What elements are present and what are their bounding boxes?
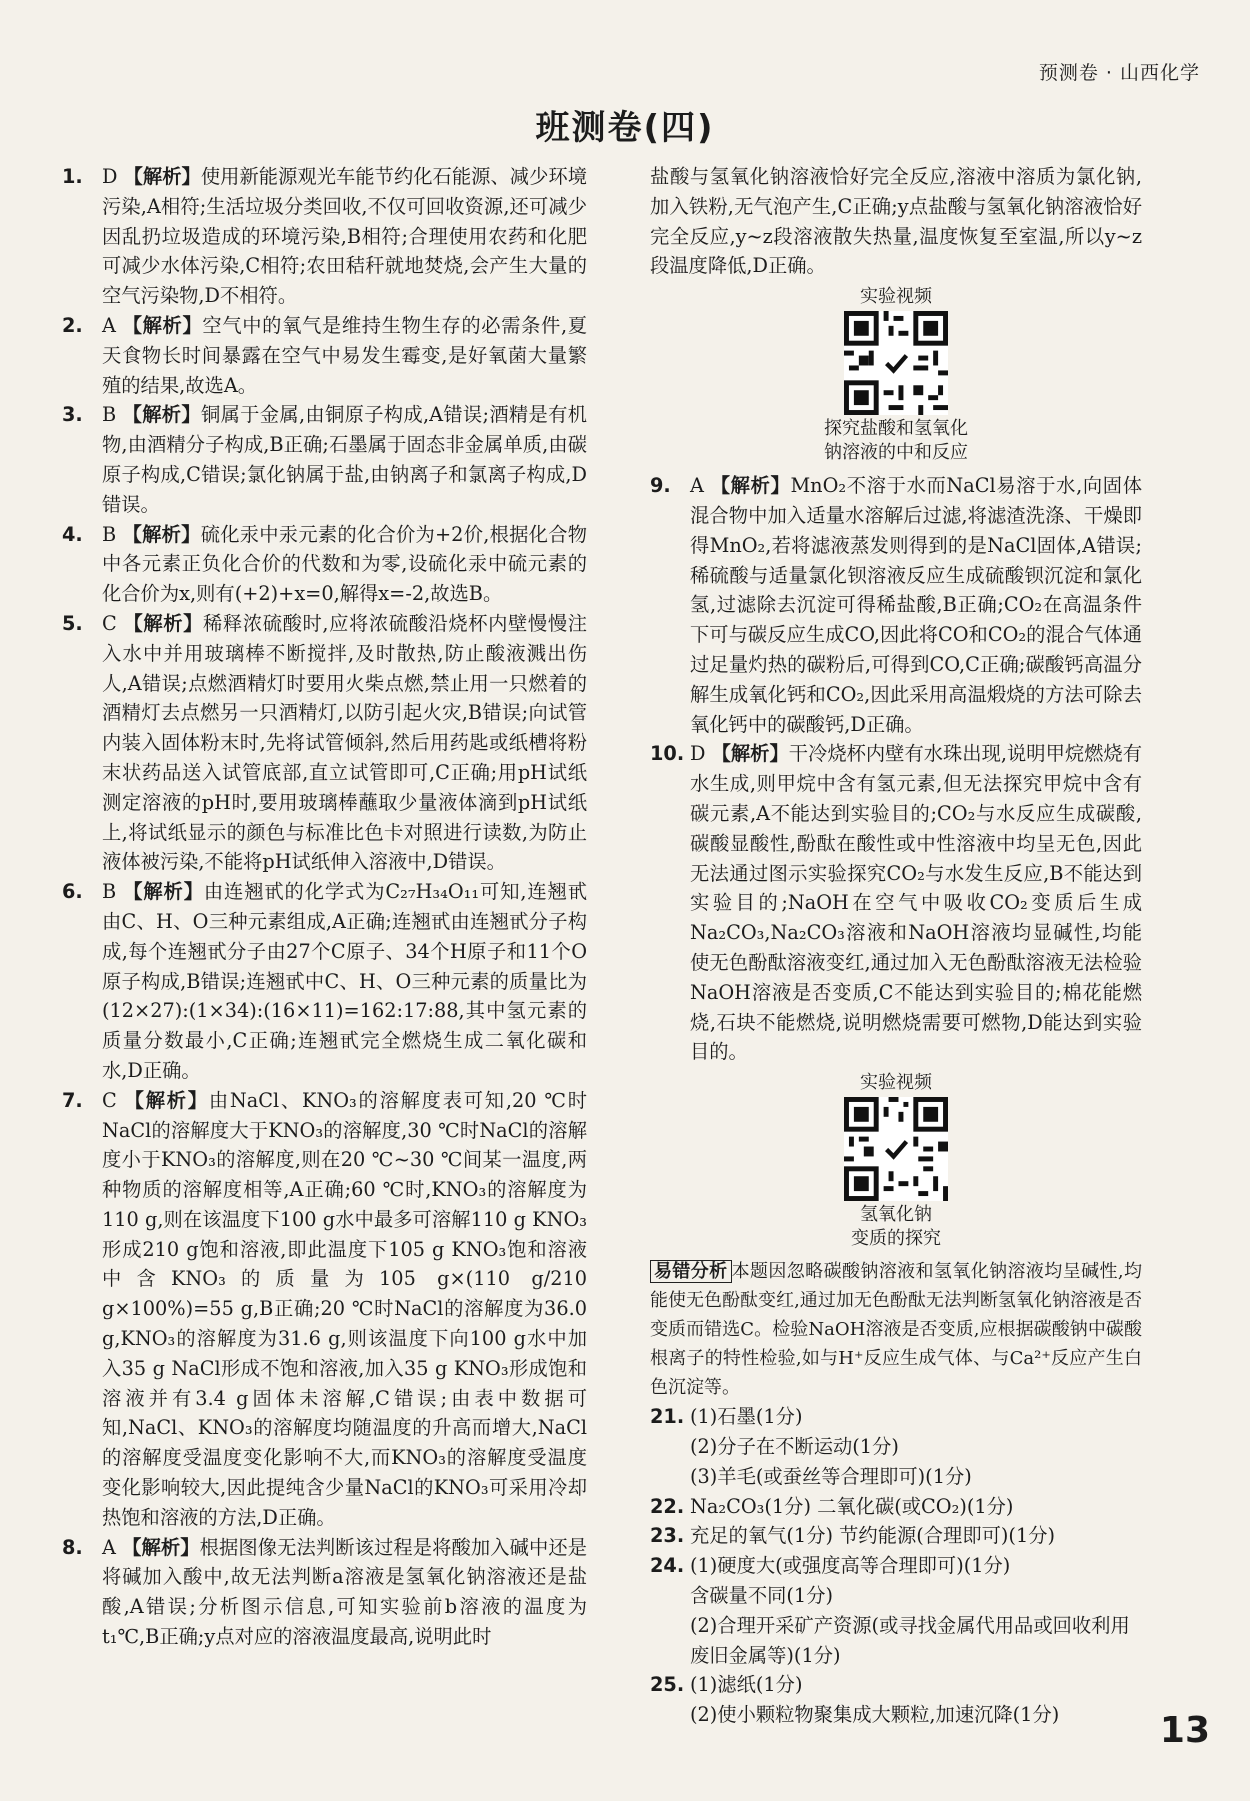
qr-code-icon[interactable]	[844, 1097, 948, 1201]
answer-letter: D	[102, 165, 118, 188]
video-caption: 探究盐酸和氢氧化 钠溶液的中和反应	[824, 418, 968, 464]
item-number: 3.	[62, 403, 83, 427]
answer-letter: B	[102, 522, 117, 546]
item-number: 9.	[650, 474, 671, 498]
item-number: 5.	[62, 611, 83, 635]
answer-line: 充足的氧气(1分) 节约能源(合理即可)(1分)	[690, 1524, 1056, 1548]
analysis-text: 铜属于金属,由铜原子构成,A错误;酒精是有机物,由酒精分子构成,B正确;石墨属于固态非金属单质,由碳原子构成,C错误;氯化钠属于盐,由钠离子和氯离子构成,D错误。	[102, 403, 587, 516]
item-number: 2.	[62, 313, 83, 337]
item-number: 7.	[62, 1088, 83, 1112]
analysis-text: 使用新能源观光车能节约化石能源、减少环境污染,A相符;生活垃圾分类回收,不仅可回收资源,还可减少因乱扔垃圾造成的环境污染,B相符;合理使用农药和化肥可减少水体污染,C相符;农田秸秆就地焚烧,会产生大量的空气污染物,D不相符。	[102, 165, 587, 308]
answer-line: 含碳量不同(1分)	[690, 1583, 833, 1607]
left-column	[62, 162, 587, 1652]
page-number: 13	[1159, 1710, 1210, 1751]
answer-item-9	[650, 471, 1142, 739]
answer-letter: B	[102, 403, 117, 427]
answer-letter: C	[102, 1088, 117, 1112]
answer-item-21	[650, 1402, 1142, 1491]
analysis-tag: 【解析】	[122, 313, 203, 337]
right-column	[650, 162, 1142, 1730]
answer-item-1	[62, 162, 587, 311]
error-analysis-text: 本题因忽略碳酸钠溶液和氢氧化钠溶液均呈碱性,均能使无色酚酞变红,通过加无色酚酞无法判断氢氧化钠溶液是否变质而错选C。检验NaOH溶液是否变质,应根据碳酸钠中碳酸根离子的特性检验,如与H⁺反应生成气体、与Ca²⁺反应产生白色沉淀等。	[650, 1261, 1142, 1399]
answer-letter: A	[690, 474, 704, 498]
answer-item-5	[62, 609, 587, 877]
item-number: 21.	[650, 1405, 685, 1429]
item-number: 6.	[62, 880, 83, 904]
answer-letter: D	[690, 742, 706, 766]
answer-line: (3)羊毛(或蚕丝等合理即可)(1分)	[690, 1464, 972, 1488]
item-number: 24.	[650, 1554, 685, 1578]
answer-item-10	[650, 739, 1142, 1067]
analysis-tag: 【解析】	[123, 165, 201, 188]
analysis-text: 根据图像无法判断该过程是将酸加入碱中还是将碱加入酸中,故无法判断a溶液是氢氧化钠溶液还是盐酸,A错误;分析图示信息,可知实验前b溶液的温度为t₁℃,B正确;y点对应的溶液温度最高,说明此时	[102, 1535, 588, 1649]
video-block-2	[650, 1071, 1142, 1251]
analysis-text: MnO₂不溶于水而NaCl易溶于水,向固体混合物中加入适量水溶解后过滤,将滤渣洗涤、干燥即得MnO₂,若将滤液蒸发则得到的是NaCl固体,A错误;稀硫酸与适量氯化钡溶液反应生成硫酸钡沉淀和氯化氢,过滤除去沉淀可得稀盐酸,B正确;CO₂在高温条件下可与碳反应生成CO,因此将CO和CO₂的混合气体通过足量灼热的碳粉后,可得到CO,C正确;碳酸钙高温分解生成氧化钙和CO₂,因此采用高温煅烧的方法可除去氧化钙中的碳酸钙,D正确。	[690, 474, 1142, 736]
analysis-text: 由NaCl、KNO₃的溶解度表可知,20 ℃时NaCl的溶解度大于KNO₃的溶解度,30 ℃时NaCl的溶解度小于KNO₃的溶解度,则在20 ℃~30 ℃间某一温度,两种物质的溶解度相等,A正确;60 ℃时,KNO₃的溶解度为110 g,则在该温度下100 g水中最多可溶解110 g KNO₃形成210 g饱和溶液,即此温度下105 g KNO₃饱和溶液中含KNO₃的质量为105 g×(110 g/210 g×100%)=55 g,B正确;20 ℃时NaCl的溶解度为36.0 g,KNO₃的溶解度为31.6 g,则该温度下向100 g水中加入35 g NaCl形成不饱和溶液,加入35 g KNO₃形成饱和溶液并有3.4 g固体未溶解,C错误;由表中数据可知,NaCl、KNO₃的溶解度均随温度的升高而增大,NaCl的溶解度受温度变化影响不大,而KNO₃的溶解度受温度变化影响较大,因此提纯含少量NaCl的KNO₃可采用冷却热饱和溶液的方法,D正确。	[102, 1088, 587, 1529]
answer-item-6	[62, 877, 587, 1086]
video-label: 实验视频	[860, 1072, 932, 1094]
analysis-tag: 【解析】	[124, 1088, 209, 1112]
answer-item-4	[62, 520, 587, 609]
answer-line: (1)石墨(1分)	[690, 1405, 803, 1429]
qr-code-icon[interactable]	[844, 311, 948, 415]
error-analysis-tag: 易错分析	[650, 1260, 732, 1283]
answer-item-8	[62, 1533, 587, 1652]
analysis-text: 硫化汞中汞元素的化合价为+2价,根据化合物中各元素正负化合价的代数和为零,设硫化汞中硫元素的化合价为x,则有(+2)+x=0,解得x=-2,故选B。	[102, 522, 588, 606]
item-number: 1.	[62, 165, 83, 188]
video-caption: 氢氧化钠 变质的探究	[851, 1204, 941, 1250]
analysis-tag: 【解析】	[122, 522, 201, 546]
running-header: 预测卷 · 山西化学	[1038, 62, 1200, 84]
analysis-tag: 【解析】	[122, 403, 201, 427]
answer-line: (2)分子在不断运动(1分)	[690, 1434, 899, 1458]
answer-item-24	[650, 1551, 1142, 1670]
answer-line: Na₂CO₃(1分) 二氧化碳(或CO₂)(1分)	[690, 1494, 1014, 1518]
answer-letter: C	[102, 611, 117, 635]
answer-letter: A	[102, 1535, 116, 1559]
analysis-tag: 【解析】	[123, 611, 204, 635]
continued-text: 盐酸与氢氧化钠溶液恰好完全反应,溶液中溶质为氯化钠,加入铁粉,无气泡产生,C正确;y点盐酸与氢氧化钠溶液恰好完全反应,y~z段溶液散失热量,温度恢复至室温,所以y~z段温度降低,D正确。	[650, 165, 1142, 278]
item-number: 4.	[62, 522, 83, 546]
item-number: 8.	[62, 1535, 83, 1559]
analysis-tag: 【解析】	[710, 474, 791, 498]
error-analysis-note	[650, 1257, 1142, 1402]
video-block-1	[650, 285, 1142, 465]
analysis-text: 干冷烧杯内壁有水珠出现,说明甲烷燃烧有水生成,则甲烷中含有氢元素,但无法探究甲烷中含有碳元素,A不能达到实验目的;CO₂与水反应生成碳酸,碳酸显酸性,酚酞在酸性或中性溶液中均呈无色,因此无法通过图示实验探究CO₂与水发生反应,B不能达到实验目的;NaOH在空气中吸收CO₂变质后生成Na₂CO₃,Na₂CO₃溶液和NaOH溶液均显碱性,均能使无色酚酞溶液变红,通过加入无色酚酞溶液无法检验NaOH溶液是否变质,C不能达到实验目的;棉花能燃烧,石块不能燃烧,说明燃烧需要可燃物,D能达到实验目的。	[690, 742, 1142, 1064]
analysis-tag: 【解析】	[123, 880, 204, 904]
answer-item-2	[62, 311, 587, 400]
item-number: 22.	[650, 1494, 685, 1518]
answer-item-22	[650, 1492, 1142, 1522]
qr-code-graphic	[844, 1097, 948, 1201]
item-number: 23.	[650, 1524, 685, 1548]
video-label: 实验视频	[860, 286, 932, 308]
item-number: 10.	[650, 742, 685, 766]
qr-code-graphic	[844, 311, 948, 415]
page-title: 班测卷(四)	[535, 108, 715, 148]
analysis-tag: 【解析】	[711, 742, 789, 766]
answer-item-7	[62, 1086, 587, 1533]
answer-item-3	[62, 400, 587, 519]
answer-line: (2)合理开采矿产资源(或寻找金属代用品或回收利用废旧金属等)(1分)	[690, 1613, 1130, 1667]
answer-line: (2)使小颗粒物聚集成大颗粒,加速沉降(1分)	[690, 1703, 1060, 1727]
item-number: 25.	[650, 1673, 685, 1697]
answer-letter: B	[102, 880, 117, 904]
answer-item-23	[650, 1521, 1142, 1551]
analysis-text: 稀释浓硫酸时,应将浓硫酸沿烧杯内壁慢慢注入水中并用玻璃棒不断搅拌,及时散热,防止酸液溅出伤人,A错误;点燃酒精灯时要用火柴点燃,禁止用一只燃着的酒精灯去点燃另一只酒精灯,以防引起火灾,B错误;向试管内装入固体粉末时,先将试管倾斜,然后用药匙或纸槽将粉末状药品送入试管底部,直立试管即可,C正确;用pH试纸测定溶液的pH时,要用玻璃棒蘸取少量液体滴到pH试纸上,将试纸显示的颜色与标准比色卡对照进行读数,为防止液体被污染,不能将pH试纸伸入溶液中,D错误。	[102, 611, 587, 874]
analysis-text: 由连翘甙的化学式为C₂₇H₃₄O₁₁可知,连翘甙由C、H、O三种元素组成,A正确;连翘甙由连翘甙分子构成,每个连翘甙分子由27个C原子、34个H原子和11个O原子构成,B错误;连翘甙中C、H、O三种元素的质量比为(12×27):(1×34):(16×11)=162:17:88,其中氢元素的质量分数最小,C正确;连翘甙完全燃烧生成二氧化碳和水,D正确。	[102, 880, 587, 1082]
analysis-text: 空气中的氧气是维持生物生存的必需条件,夏天食物长时间暴露在空气中易发生霉变,是好氧菌大量繁殖的结果,故选A。	[102, 313, 587, 397]
answer-letter: A	[102, 313, 116, 337]
answer-item-25	[650, 1670, 1142, 1730]
analysis-tag: 【解析】	[122, 1535, 200, 1559]
answer-line: (1)硬度大(或强度高等合理即可)(1分)	[690, 1554, 1011, 1578]
answer-line: (1)滤纸(1分)	[690, 1673, 803, 1697]
